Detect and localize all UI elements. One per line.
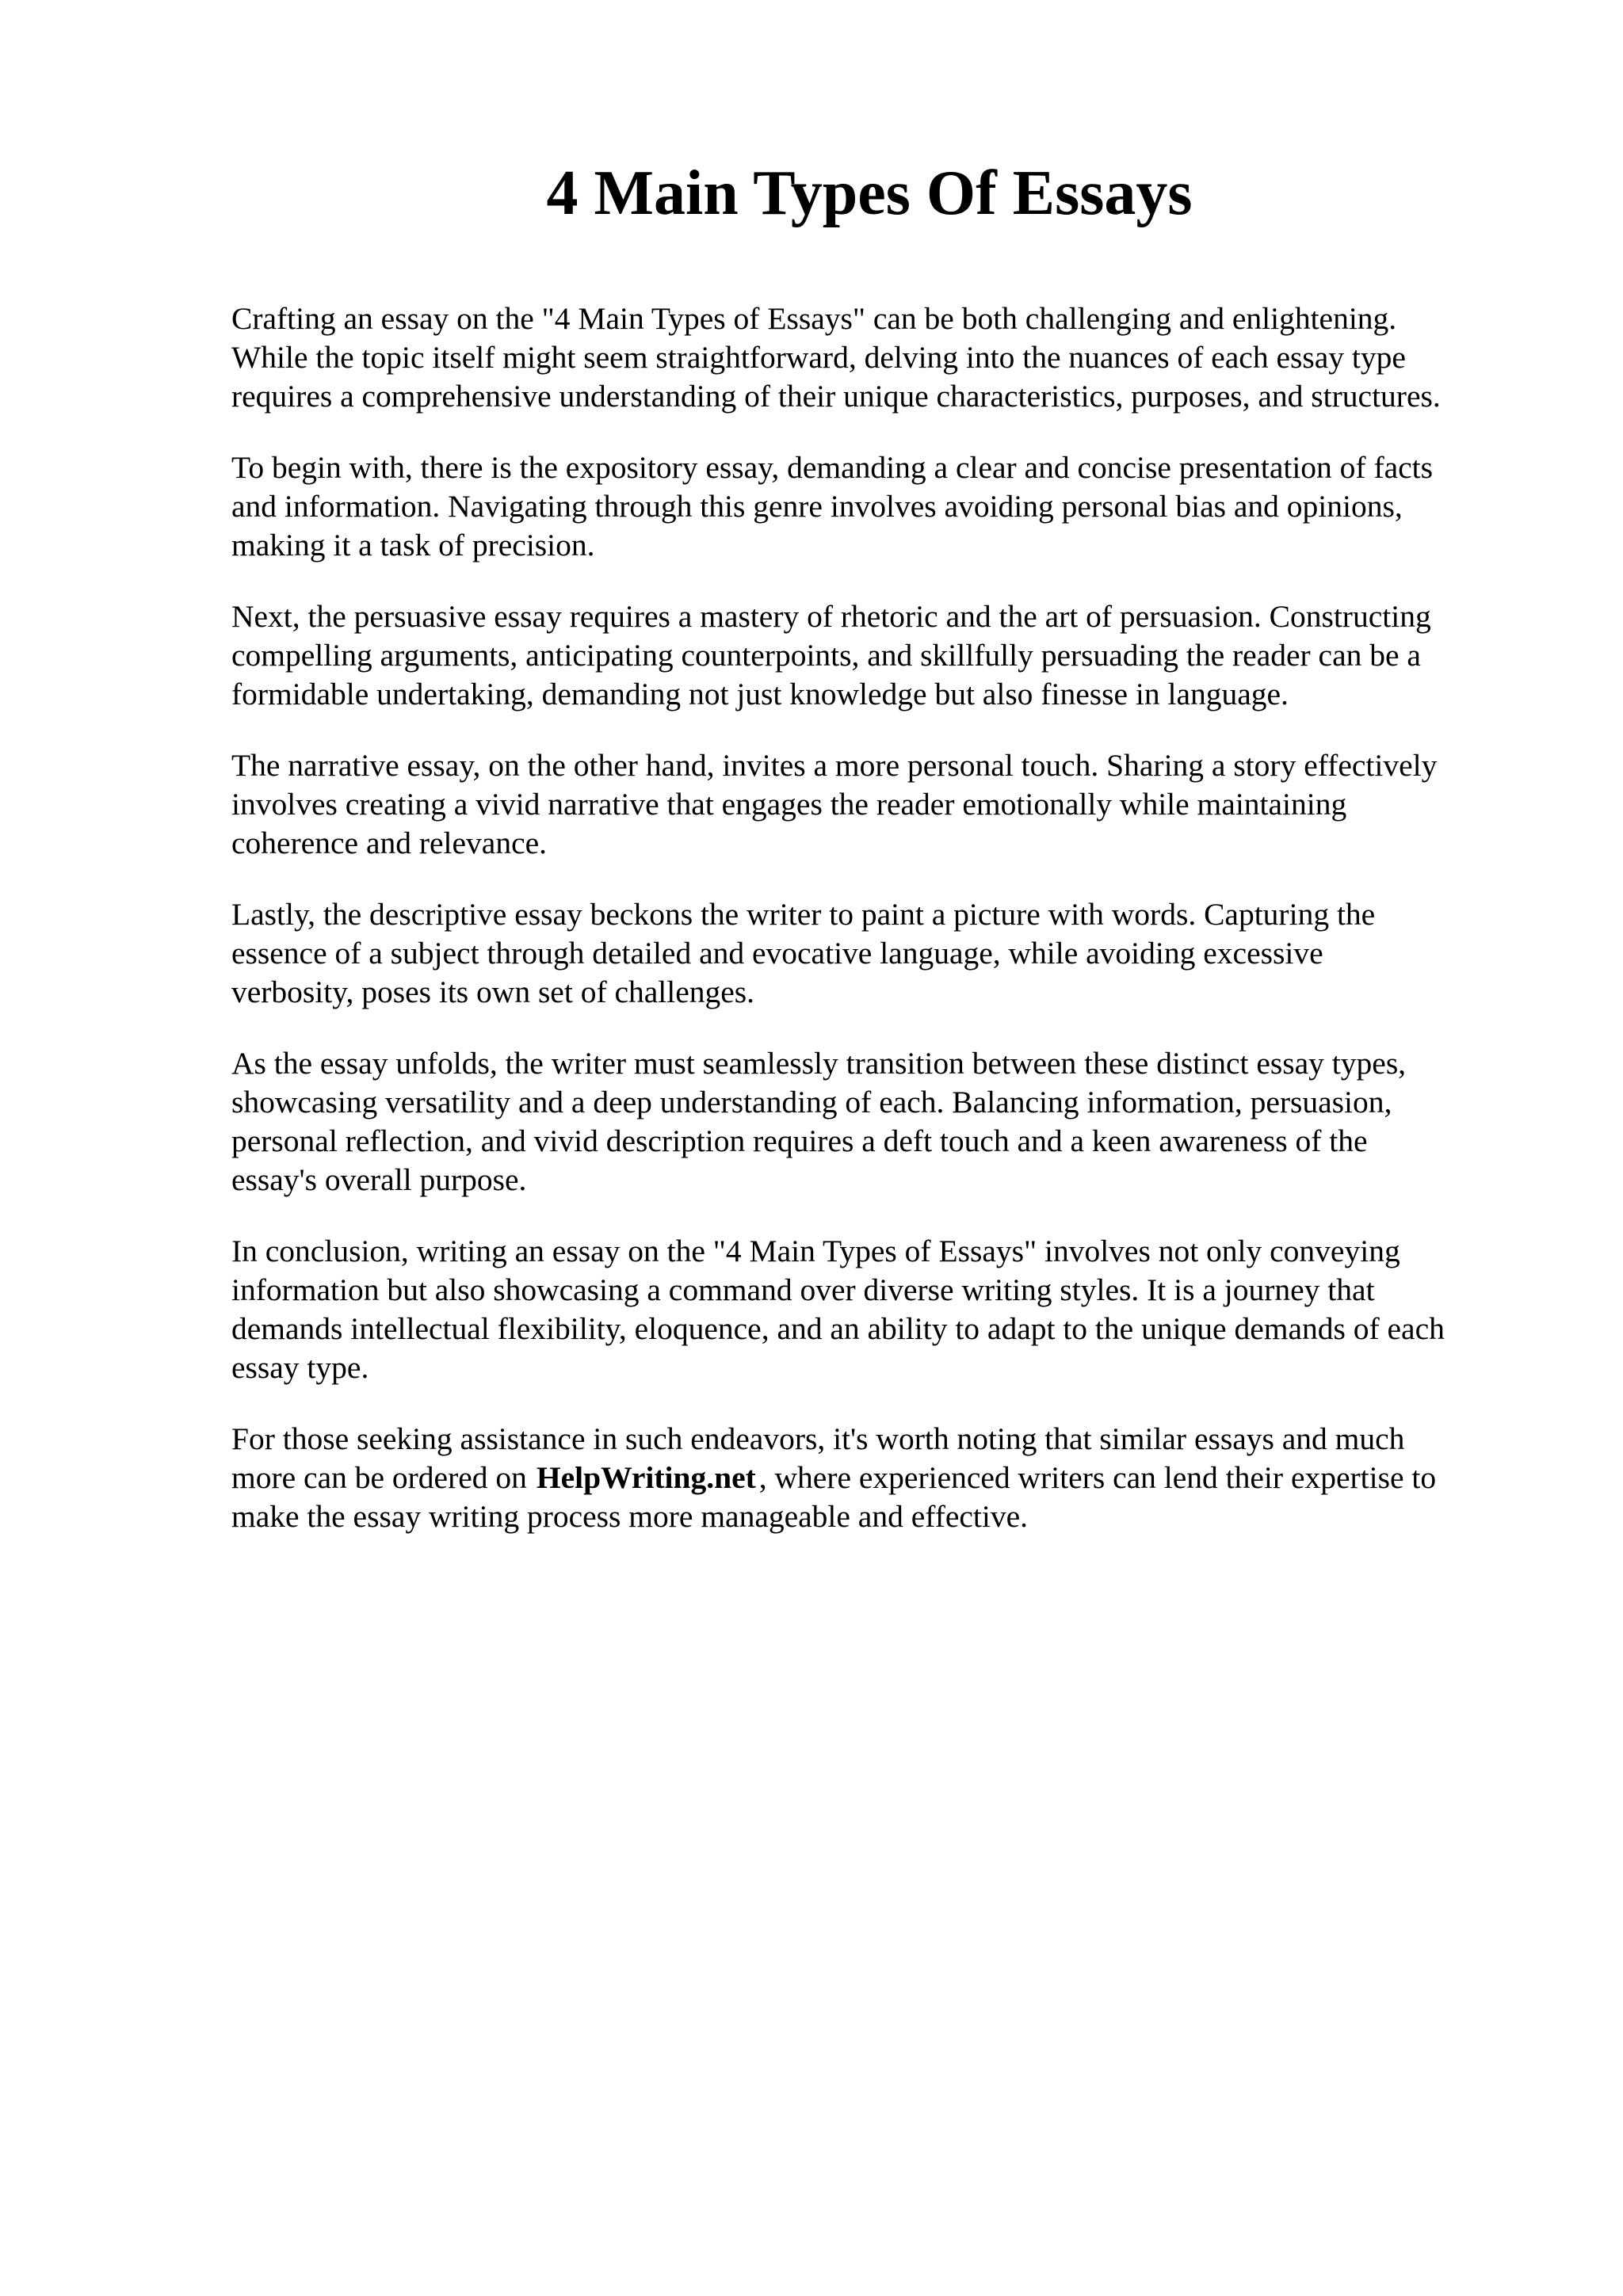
page-title: 4 Main Types Of Essays — [546, 158, 1193, 228]
text-line: The narrative essay, on the other hand, invites a more personal touch. Sharing a story effectively — [231, 748, 1438, 783]
text-line: essay type. — [231, 1350, 369, 1385]
text-line: and information. Navigating through this genre involves avoiding personal bias and opinions, — [231, 489, 1403, 524]
text-line: verbosity, poses its own set of challenges. — [231, 974, 755, 1009]
text-line: While the topic itself might seem straightforward, delving into the nuances of each essay type — [231, 340, 1406, 375]
essay-body — [231, 299, 1563, 1569]
text-line: As the essay unfolds, the writer must seamlessly transition between these distinct essay types, — [231, 1046, 1407, 1081]
text-line: In conclusion, writing an essay on the "4 Main Types of Essays" involves not only conveying — [231, 1234, 1400, 1268]
text-line: Lastly, the descriptive essay beckons the writer to paint a picture with words. Capturing the — [231, 897, 1376, 932]
paragraph-closing — [231, 1420, 1563, 1536]
text-line: For those seeking assistance in such endeavors, it's worth noting that similar essays and much — [231, 1421, 1405, 1456]
text-line: make the essay writing process more manageable and effective. — [231, 1499, 1029, 1534]
text-line: Crafting an essay on the "4 Main Types of Essays" can be both challenging and enlightening. — [231, 301, 1397, 336]
text-line: showcasing versatility and a deep understanding of each. Balancing information, persuasion, — [231, 1085, 1392, 1119]
paragraph-expository — [231, 448, 1563, 565]
text-line: To begin with, there is the expository essay, demanding a clear and concise presentation of facts — [231, 450, 1434, 485]
paragraph-transition — [231, 1044, 1563, 1199]
closing-text-before-link: more can be ordered on — [231, 1460, 527, 1495]
text-line: formidable undertaking, demanding not just knowledge but also finesse in language. — [231, 677, 1289, 711]
paragraph-narrative — [231, 746, 1563, 863]
text-line: Next, the persuasive essay requires a mastery of rhetoric and the art of persuasion. Constructing — [231, 599, 1431, 634]
text-line: essence of a subject through detailed and evocative language, while avoiding excessive — [231, 936, 1323, 971]
paragraph-intro — [231, 299, 1563, 416]
text-line: requires a comprehensive understanding of their unique characteristics, purposes, and structures. — [231, 379, 1441, 414]
text-line: involves creating a vivid narrative that engages the reader emotionally while maintaining — [231, 787, 1347, 822]
text-line-with-link — [231, 1459, 1563, 1497]
paragraph-persuasive — [231, 597, 1563, 714]
helpwriting-link[interactable]: HelpWriting.net — [536, 1460, 756, 1495]
paragraph-conclusion — [231, 1232, 1563, 1387]
text-line: information but also showcasing a command over diverse writing styles. It is a journey that — [231, 1272, 1375, 1307]
text-line: coherence and relevance. — [231, 826, 548, 860]
text-line: demands intellectual flexibility, eloquence, and an ability to adapt to the unique demands of each — [231, 1311, 1445, 1346]
text-line: making it a task of precision. — [231, 528, 595, 563]
text-line: personal reflection, and vivid description requires a deft touch and a keen awareness of the — [231, 1123, 1368, 1158]
closing-text-after-link: , where experienced writers can lend their expertise to — [758, 1460, 1437, 1495]
text-line: essay's overall purpose. — [231, 1162, 527, 1197]
text-line: compelling arguments, anticipating counterpoints, and skillfully persuading the reader can be a — [231, 638, 1421, 673]
paragraph-descriptive — [231, 895, 1563, 1012]
